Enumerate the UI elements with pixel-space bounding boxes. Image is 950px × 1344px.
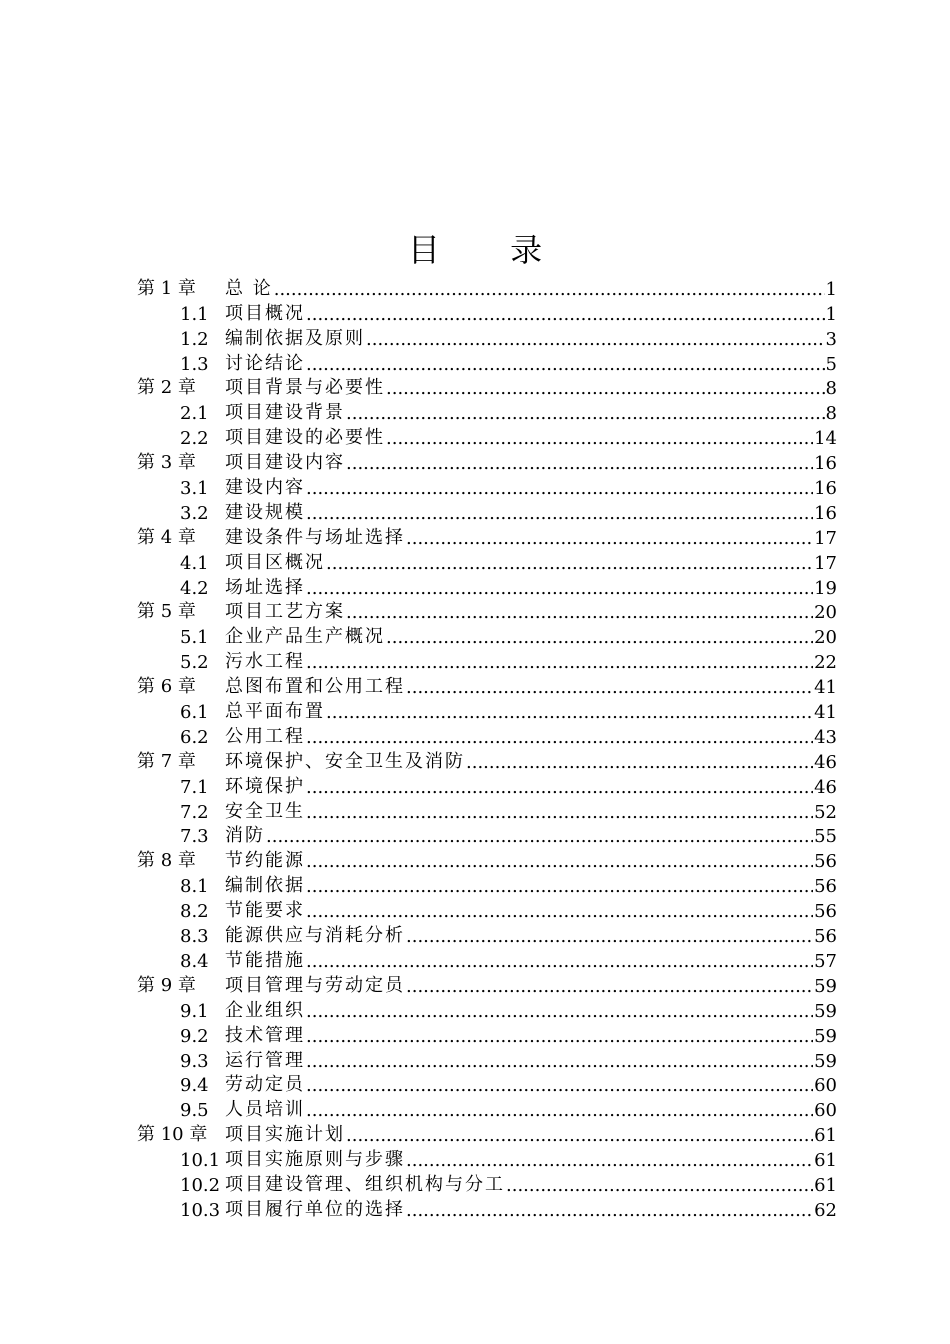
toc-page-number: 59 — [814, 1000, 837, 1022]
toc-entry-label: 讨论结论 — [225, 352, 305, 374]
toc-entry-label: 项目区概况 — [225, 551, 325, 573]
toc-section-entry[interactable] — [137, 325, 837, 350]
toc-dot-leader — [326, 702, 813, 723]
toc-chapter-entry[interactable] — [137, 275, 837, 300]
toc-page-number: 16 — [814, 478, 837, 500]
toc-entry-label: 项目履行单位的选择 — [225, 1198, 405, 1220]
toc-dot-leader — [306, 951, 813, 972]
toc-page-number: 41 — [814, 702, 837, 724]
toc-entry-label: 消防 — [225, 825, 265, 847]
toc-dot-leader — [326, 553, 813, 574]
toc-entry-label: 总平面布置 — [225, 701, 325, 723]
toc-entry-label: 建设规模 — [225, 501, 305, 523]
toc-chapter-entry[interactable] — [137, 449, 837, 474]
toc-entry-number: 第 9 章 — [137, 974, 196, 996]
toc-entry-label: 项目管理与劳动定员 — [225, 974, 405, 996]
toc-dot-leader — [346, 602, 813, 623]
toc-entry-number: 9.5 — [180, 1100, 209, 1122]
toc-entry-label: 技术管理 — [225, 1024, 305, 1046]
toc-entry-number: 3.1 — [180, 478, 209, 500]
toc-page-number: 60 — [814, 1075, 837, 1097]
toc-dot-leader — [306, 652, 813, 673]
toc-dot-leader — [306, 1001, 813, 1022]
toc-entry-label: 污水工程 — [225, 651, 305, 673]
toc-entry-number: 7.2 — [180, 801, 209, 823]
toc-dot-leader — [306, 727, 813, 748]
toc-dot-leader — [306, 802, 813, 823]
toc-dot-leader — [306, 1100, 813, 1121]
toc-page-number: 1 — [825, 303, 837, 325]
toc-section-entry[interactable] — [137, 623, 837, 648]
toc-section-entry[interactable] — [137, 549, 837, 574]
toc-page-number: 60 — [814, 1100, 837, 1122]
toc-entry-label: 项目建设的必要性 — [225, 427, 385, 449]
toc-chapter-entry[interactable] — [137, 847, 837, 872]
toc-entry-number: 8.3 — [180, 926, 209, 948]
toc-entry-label: 建设条件与场址选择 — [225, 526, 405, 548]
toc-page-number: 16 — [814, 453, 837, 475]
toc-section-entry[interactable] — [137, 947, 837, 972]
toc-entry-number: 3.2 — [180, 502, 209, 524]
toc-entry-label: 总图布置和公用工程 — [225, 676, 405, 698]
toc-dot-leader — [406, 976, 813, 997]
toc-entry-number: 9.2 — [180, 1025, 209, 1047]
toc-entry-number: 7.1 — [180, 776, 209, 798]
toc-dot-leader — [506, 1175, 813, 1196]
toc-title: 目 录 — [407, 231, 573, 269]
toc-page-number: 43 — [814, 726, 837, 748]
toc-entry-label: 企业产品生产概况 — [225, 626, 385, 648]
toc-entry-label: 环境保护 — [225, 775, 305, 797]
toc-dot-leader — [306, 1075, 813, 1096]
toc-dot-leader — [406, 1200, 813, 1221]
toc-entry-number: 5.1 — [180, 627, 209, 649]
toc-page-number: 20 — [814, 602, 837, 624]
toc-entry-label: 劳动定员 — [225, 1074, 305, 1096]
toc-page-number: 61 — [814, 1150, 837, 1172]
toc-entry-label: 编制依据及原则 — [225, 327, 365, 349]
toc-section-entry[interactable] — [137, 997, 837, 1022]
toc-page-number: 17 — [814, 552, 837, 574]
toc-page-number: 14 — [814, 428, 837, 450]
toc-page-number: 8 — [825, 403, 837, 425]
toc-section-entry[interactable] — [137, 897, 837, 922]
toc-page-number: 56 — [814, 876, 837, 898]
toc-entry-number: 8.1 — [180, 876, 209, 898]
toc-section-entry[interactable] — [137, 399, 837, 424]
toc-section-entry[interactable] — [137, 1047, 837, 1072]
toc-dot-leader — [306, 876, 813, 897]
toc-section-entry[interactable] — [137, 723, 837, 748]
toc-entry-label: 项目背景与必要性 — [225, 377, 385, 399]
toc-entry-label: 人员培训 — [225, 1099, 305, 1121]
toc-entry-label: 运行管理 — [225, 1049, 305, 1071]
toc-entry-number: 第 2 章 — [137, 377, 196, 399]
toc-section-entry[interactable] — [137, 922, 837, 947]
toc-entry-number: 6.2 — [180, 726, 209, 748]
toc-chapter-entry[interactable] — [137, 599, 837, 624]
toc-section-entry[interactable] — [137, 350, 837, 375]
toc-entry-number: 9.4 — [180, 1075, 209, 1097]
toc-dot-leader — [406, 926, 813, 947]
toc-entry-number: 7.3 — [180, 826, 209, 848]
toc-entry-label: 节能要求 — [225, 900, 305, 922]
toc-entry-label: 安全卫生 — [225, 800, 305, 822]
toc-dot-leader — [386, 428, 813, 449]
toc-entry-number: 1.2 — [180, 328, 209, 350]
toc-entry-number: 第 7 章 — [137, 750, 196, 772]
toc-section-entry[interactable] — [137, 1022, 837, 1047]
toc-entry-label: 总 论 — [225, 277, 273, 299]
toc-section-entry[interactable] — [137, 773, 837, 798]
toc-chapter-entry[interactable] — [137, 748, 837, 773]
toc-page-number: 46 — [814, 776, 837, 798]
toc-page-number: 8 — [825, 378, 837, 400]
toc-dot-leader — [386, 627, 813, 648]
toc-entry-number: 6.1 — [180, 702, 209, 724]
toc-page-number: 55 — [814, 826, 837, 848]
toc-dot-leader — [346, 453, 813, 474]
toc-chapter-entry[interactable] — [137, 1121, 837, 1146]
toc-chapter-entry[interactable] — [137, 972, 837, 997]
toc-page-number: 59 — [814, 1025, 837, 1047]
toc-entry-number: 4.1 — [180, 552, 209, 574]
toc-dot-leader — [306, 1026, 813, 1047]
toc-dot-leader — [406, 677, 813, 698]
toc-entry-label: 项目概况 — [225, 302, 305, 324]
toc-entry-label: 场址选择 — [225, 576, 305, 598]
toc-entry-number: 8.4 — [180, 950, 209, 972]
toc-entry-number: 10.1 — [180, 1150, 221, 1172]
toc-section-entry[interactable] — [137, 424, 837, 449]
toc-entry-number: 9.3 — [180, 1050, 209, 1072]
toc-dot-leader — [366, 329, 825, 350]
toc-entry-label: 项目实施原则与步骤 — [225, 1149, 405, 1171]
toc-page-number: 41 — [814, 677, 837, 699]
toc-dot-leader — [306, 1051, 813, 1072]
toc-dot-leader — [306, 578, 813, 599]
toc-section-entry[interactable] — [137, 1196, 837, 1221]
toc-dot-leader — [346, 1125, 813, 1146]
toc-entry-label: 项目实施计划 — [225, 1124, 345, 1146]
toc-section-entry[interactable] — [137, 798, 837, 823]
toc-dot-leader — [386, 378, 825, 399]
toc-dot-leader — [466, 752, 813, 773]
toc-entry-number: 10.2 — [180, 1174, 221, 1196]
toc-page-number: 16 — [814, 502, 837, 524]
toc-entry-number: 第 5 章 — [137, 601, 196, 623]
toc-entry-number: 5.2 — [180, 652, 209, 674]
toc-entry-number: 10.3 — [180, 1199, 221, 1221]
toc-page-number: 59 — [814, 975, 837, 997]
toc-dot-leader — [306, 777, 813, 798]
toc-page-number: 19 — [814, 577, 837, 599]
toc-entry-label: 项目建设背景 — [225, 402, 345, 424]
toc-page-number: 17 — [814, 527, 837, 549]
toc-entry-label: 能源供应与消耗分析 — [225, 925, 405, 947]
toc-dot-leader — [266, 826, 813, 847]
toc-page-number: 59 — [814, 1050, 837, 1072]
toc-entry-label: 企业组织 — [225, 999, 305, 1021]
toc-section-entry[interactable] — [137, 1171, 837, 1196]
toc-dot-leader — [406, 1150, 813, 1171]
toc-entry-label: 项目工艺方案 — [225, 601, 345, 623]
toc-entry-label: 环境保护、安全卫生及消防 — [225, 750, 465, 772]
toc-entry-number: 1.1 — [180, 303, 209, 325]
toc-section-entry[interactable] — [137, 1096, 837, 1121]
toc-section-entry[interactable] — [137, 1146, 837, 1171]
toc-section-entry[interactable] — [137, 1072, 837, 1097]
toc-entry-label: 公用工程 — [225, 725, 305, 747]
toc-page-number: 57 — [814, 950, 837, 972]
toc-section-entry[interactable] — [137, 648, 837, 673]
toc-dot-leader — [274, 279, 825, 300]
toc-entry-number: 9.1 — [180, 1000, 209, 1022]
toc-page-number: 61 — [814, 1125, 837, 1147]
toc-section-entry[interactable] — [137, 474, 837, 499]
toc-page-number: 56 — [814, 851, 837, 873]
toc-entry-label: 项目建设管理、组织机构与分工 — [225, 1173, 505, 1195]
toc-section-entry[interactable] — [137, 499, 837, 524]
table-of-contents — [137, 275, 837, 1221]
toc-section-entry[interactable] — [137, 872, 837, 897]
toc-page-number: 56 — [814, 901, 837, 923]
toc-page-number: 3 — [825, 328, 837, 350]
toc-entry-label: 建设内容 — [225, 477, 305, 499]
toc-entry-number: 8.2 — [180, 901, 209, 923]
toc-entry-label: 编制依据 — [225, 875, 305, 897]
toc-dot-leader — [306, 901, 813, 922]
toc-section-entry[interactable] — [137, 698, 837, 723]
toc-entry-number: 第 6 章 — [137, 676, 196, 698]
toc-page-number: 61 — [814, 1174, 837, 1196]
toc-entry-number: 第 10 章 — [137, 1124, 208, 1146]
toc-dot-leader — [406, 528, 813, 549]
toc-entry-number: 2.2 — [180, 428, 209, 450]
toc-dot-leader — [306, 851, 813, 872]
toc-entry-label: 节约能源 — [225, 850, 305, 872]
toc-entry-number: 2.1 — [180, 403, 209, 425]
toc-entry-label: 项目建设内容 — [225, 452, 345, 474]
toc-chapter-entry[interactable] — [137, 375, 837, 400]
toc-dot-leader — [306, 503, 813, 524]
toc-page-number: 20 — [814, 627, 837, 649]
toc-page-number: 1 — [825, 278, 837, 300]
toc-page-number: 56 — [814, 926, 837, 948]
toc-page-number: 22 — [814, 652, 837, 674]
toc-dot-leader — [306, 304, 825, 325]
toc-entry-number: 4.2 — [180, 577, 209, 599]
toc-entry-number: 1.3 — [180, 353, 209, 375]
toc-chapter-entry[interactable] — [137, 673, 837, 698]
toc-section-entry[interactable] — [137, 574, 837, 599]
toc-entry-number: 第 1 章 — [137, 277, 196, 299]
toc-entry-number: 第 8 章 — [137, 850, 196, 872]
toc-page-number: 46 — [814, 751, 837, 773]
toc-dot-leader — [306, 478, 813, 499]
toc-page-number: 52 — [814, 801, 837, 823]
toc-section-entry[interactable] — [137, 300, 837, 325]
toc-entry-label: 节能措施 — [225, 949, 305, 971]
toc-entry-number: 第 3 章 — [137, 452, 196, 474]
toc-section-entry[interactable] — [137, 823, 837, 848]
toc-page-number: 5 — [825, 353, 837, 375]
toc-page-number: 62 — [814, 1199, 837, 1221]
toc-dot-leader — [346, 403, 825, 424]
toc-dot-leader — [306, 354, 825, 375]
toc-entry-number: 第 4 章 — [137, 526, 196, 548]
toc-chapter-entry[interactable] — [137, 524, 837, 549]
